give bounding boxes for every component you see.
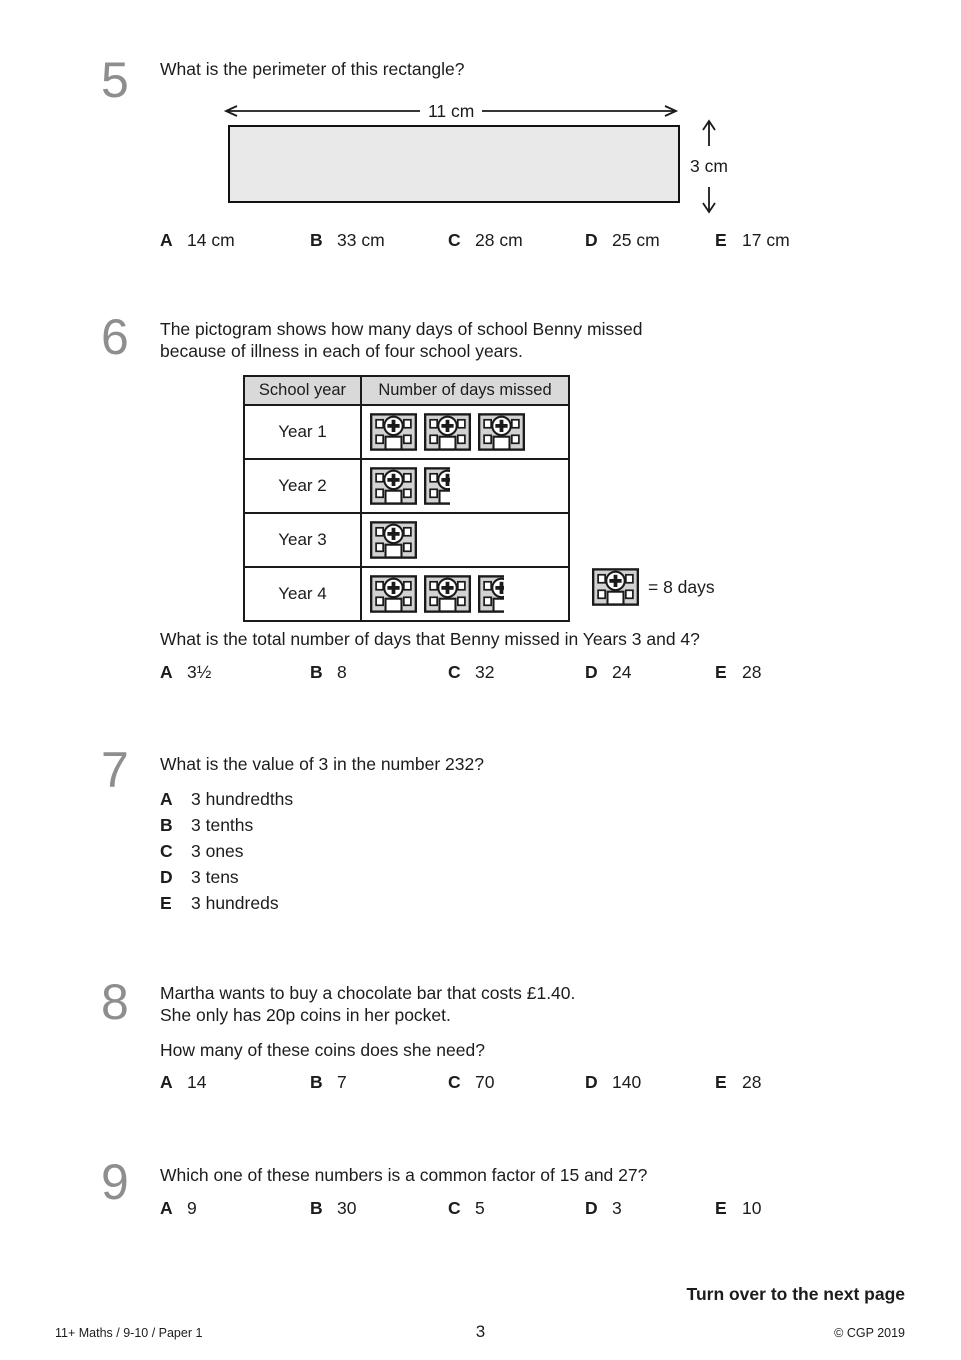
option-B (160, 815, 253, 836)
school-building-with-cross-icon (370, 521, 417, 559)
question-6-text-line1: The pictogram shows how many days of school Benny missed (160, 319, 643, 339)
option-letter: A (160, 1072, 173, 1092)
footer-paper-title: 11+ Maths / 9-10 / Paper 1 (55, 1326, 203, 1340)
option-letter: A (160, 1198, 173, 1218)
option-value: 3 hundreds (191, 893, 279, 913)
option-value: 9 (187, 1198, 197, 1218)
half-school-building-icon (424, 467, 450, 505)
school-building-with-cross-icon (424, 467, 450, 505)
option-letter: E (715, 1072, 727, 1092)
arrow-left-icon (223, 104, 420, 118)
footer-page-number: 3 (475, 1322, 486, 1341)
option-letter: D (585, 1072, 598, 1092)
pictogram (243, 375, 715, 622)
icons-cell (361, 567, 569, 621)
option-value: 140 (612, 1072, 642, 1092)
icons-cell (361, 513, 569, 567)
question-9-text: Which one of these numbers is a common factor of 15 and 27? (160, 1165, 648, 1185)
option-A (160, 1198, 197, 1219)
option-C (160, 841, 244, 862)
option-letter: A (160, 789, 173, 809)
option-value: 10 (742, 1198, 762, 1218)
option-value: 5 (475, 1198, 485, 1218)
option-letter: C (448, 1198, 461, 1218)
school-building-with-cross-icon (592, 568, 639, 606)
option-value: 30 (337, 1198, 357, 1218)
pictogram-row (244, 513, 569, 567)
option-C (448, 230, 523, 251)
option-B (310, 1072, 347, 1093)
pictogram-header-school-year: School year (244, 376, 361, 405)
option-letter: B (310, 1072, 323, 1092)
option-letter: D (585, 662, 598, 682)
option-D (585, 230, 660, 251)
question-6-subquestion: What is the total number of days that Benny missed in Years 3 and 4? (160, 629, 700, 649)
option-A (160, 662, 211, 683)
question-9-options (160, 1198, 860, 1224)
option-E (715, 1198, 761, 1219)
option-E (160, 893, 279, 914)
school-building-with-cross-icon (370, 575, 417, 613)
year-label: Year 3 (244, 513, 361, 567)
option-letter: D (585, 230, 598, 250)
question-7-options (160, 789, 460, 919)
footer-copyright: © CGP 2019 (834, 1326, 905, 1340)
option-A (160, 1072, 206, 1093)
option-D (585, 662, 631, 683)
option-letter: B (160, 815, 173, 835)
option-D (160, 867, 239, 888)
question-6-number: 6 (101, 309, 129, 365)
question-8-text-line2: She only has 20p coins in her pocket. (160, 1005, 451, 1025)
option-letter: B (310, 1198, 323, 1218)
option-B (310, 662, 347, 683)
option-value: 3 ones (191, 841, 244, 861)
pictogram-row (244, 405, 569, 459)
option-value: 28 (742, 662, 762, 682)
option-value: 32 (475, 662, 495, 682)
option-D (585, 1198, 622, 1219)
arrow-down-icon (700, 187, 718, 214)
option-value: 8 (337, 662, 347, 682)
question-5-options (160, 230, 860, 256)
option-value: 14 (187, 1072, 207, 1092)
option-letter: A (160, 662, 173, 682)
option-E (715, 662, 761, 683)
option-letter: C (160, 841, 173, 861)
school-building-with-cross-icon (370, 413, 417, 451)
height-label: 3 cm (690, 156, 728, 176)
option-value: 7 (337, 1072, 347, 1092)
height-dimension (686, 119, 732, 214)
option-value: 28 cm (475, 230, 523, 250)
question-6-options (160, 662, 860, 688)
question-5-number: 5 (101, 52, 129, 108)
option-letter: C (448, 1072, 461, 1092)
icons-cell (361, 405, 569, 459)
school-building-with-cross-icon (424, 575, 471, 613)
option-B (310, 230, 385, 251)
option-value: 28 (742, 1072, 762, 1092)
pictogram-row (244, 567, 569, 621)
option-A (160, 230, 235, 251)
question-8-text-line1: Martha wants to buy a chocolate bar that costs £1.40. (160, 983, 576, 1003)
question-5-text: What is the perimeter of this rectangle? (160, 59, 465, 79)
arrow-right-icon (482, 104, 679, 118)
option-B (310, 1198, 356, 1219)
option-letter: A (160, 230, 173, 250)
option-value: 3 hundredths (191, 789, 294, 809)
rectangle-shape (228, 125, 680, 203)
pictogram-table (243, 375, 570, 622)
pictogram-key-label: = 8 days (648, 576, 715, 597)
school-building-with-cross-icon (424, 413, 471, 451)
option-letter: B (310, 662, 323, 682)
question-6-text (160, 318, 642, 362)
option-C (448, 1072, 494, 1093)
half-school-building-icon (478, 575, 504, 613)
option-value: 3 tenths (191, 815, 254, 835)
option-value: 24 (612, 662, 632, 682)
school-building-with-cross-icon (592, 568, 639, 606)
option-letter: E (160, 893, 172, 913)
option-D (585, 1072, 641, 1093)
option-letter: B (310, 230, 323, 250)
option-value: 25 cm (612, 230, 660, 250)
option-value: 70 (475, 1072, 495, 1092)
question-8-number: 8 (101, 974, 129, 1030)
pictogram-header-days-missed: Number of days missed (361, 376, 569, 405)
option-value: 33 cm (337, 230, 385, 250)
question-8-options (160, 1072, 860, 1098)
turn-over-note: Turn over to the next page (686, 1284, 905, 1304)
option-A (160, 789, 293, 810)
option-E (715, 230, 790, 251)
school-building-with-cross-icon (478, 575, 504, 613)
option-letter: E (715, 662, 727, 682)
pictogram-key (592, 568, 715, 606)
option-value: 14 cm (187, 230, 235, 250)
option-value: 3 tens (191, 867, 239, 887)
arrow-up-icon (700, 119, 718, 146)
year-label: Year 4 (244, 567, 361, 621)
option-C (448, 662, 494, 683)
pictogram-row (244, 459, 569, 513)
option-letter: E (715, 1198, 727, 1218)
question-6-text-line2: because of illness in each of four school years. (160, 341, 523, 361)
icons-cell (361, 459, 569, 513)
option-letter: C (448, 662, 461, 682)
question-9-number: 9 (101, 1154, 129, 1210)
option-value: 3 (612, 1198, 622, 1218)
school-building-with-cross-icon (478, 413, 525, 451)
option-letter: C (448, 230, 461, 250)
width-label: 11 cm (428, 100, 475, 121)
option-letter: E (715, 230, 727, 250)
question-8-text (160, 982, 575, 1026)
option-value: 3½ (187, 662, 212, 682)
option-C (448, 1198, 485, 1219)
school-building-with-cross-icon (370, 467, 417, 505)
question-7-number: 7 (101, 742, 129, 798)
year-label: Year 1 (244, 405, 361, 459)
option-letter: D (160, 867, 173, 887)
question-8-subquestion: How many of these coins does she need? (160, 1040, 485, 1060)
width-dimension (223, 102, 685, 120)
option-E (715, 1072, 761, 1093)
option-value: 17 cm (742, 230, 790, 250)
question-7-text: What is the value of 3 in the number 232? (160, 754, 484, 774)
option-letter: D (585, 1198, 598, 1218)
year-label: Year 2 (244, 459, 361, 513)
